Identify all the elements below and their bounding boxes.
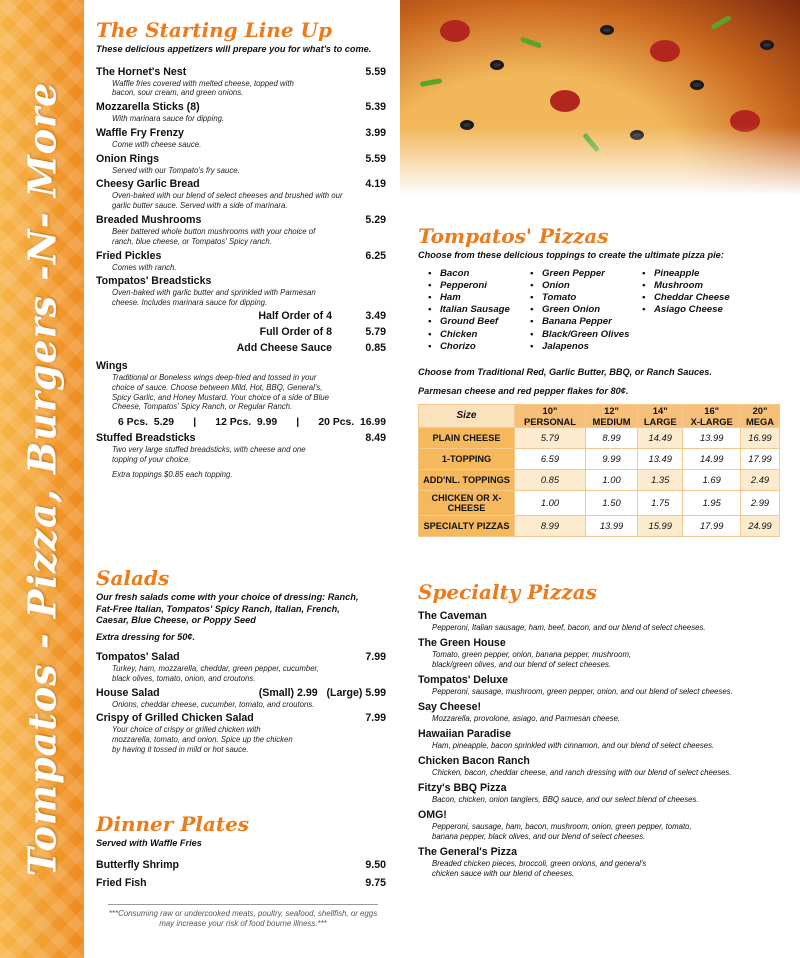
topping: • Asiago Cheese bbox=[642, 304, 772, 316]
specialty-item bbox=[418, 728, 792, 751]
sidebar-title: Tompatos - Pizza, Burgers -N- More bbox=[19, 81, 65, 877]
pizzas-subtitle: Choose from these delicious toppings to create the ultimate pizza pie: bbox=[418, 250, 724, 260]
stuffed-breadsticks-item bbox=[96, 432, 386, 479]
item-desc: With marinara sauce for dipping. bbox=[112, 114, 225, 124]
salads-subtitle: Our fresh salads come with your choice of dressing: Ranch, Fat-Free Italian, Tompatos' Spicy Ranch, Italian, French, Caesar, Blue Cheese, or Poppy Seed bbox=[96, 592, 359, 625]
toppings-column bbox=[418, 268, 530, 353]
size-inch: 10" bbox=[542, 404, 558, 416]
specialty-desc: Pepperoni, Italian sausage, ham, beef, bacon, and our blend of select cheeses. bbox=[432, 623, 706, 632]
breadsticks-option bbox=[96, 324, 386, 340]
row-label: PLAIN CHEESE bbox=[419, 427, 515, 448]
specialty-name: The Green House bbox=[418, 637, 506, 649]
extra-toppings-note: Extra toppings $0.85 each topping. bbox=[112, 469, 233, 479]
specialty-desc: Tomato, green pepper, onion, banana pepper, mushroom, black/green olives, and our blend of select cheeses. bbox=[432, 650, 632, 669]
breadsticks-option bbox=[96, 308, 386, 324]
table-cell: 9.99 bbox=[585, 448, 637, 469]
table-cell: 1.00 bbox=[515, 490, 586, 515]
topping: • Jalapenos bbox=[530, 341, 642, 353]
menu-item bbox=[96, 153, 386, 176]
item-price: 6.25 bbox=[365, 249, 386, 262]
specialty-desc: Ham, pineapple, bacon sprinkled with cinnamon, and our blend of select cheeses. bbox=[432, 741, 715, 750]
item-name: The Hornet's Nest bbox=[96, 65, 187, 78]
item-desc: Onions, cheddar cheese, cucumber, tomato, and croutons. bbox=[112, 699, 315, 709]
table-cell: 1.75 bbox=[638, 490, 683, 515]
item-name: Tompatos' Breadsticks bbox=[96, 275, 212, 288]
specialty-item bbox=[418, 637, 792, 670]
size-name: LARGE bbox=[643, 415, 677, 427]
table-cell: 13.99 bbox=[585, 515, 637, 536]
item-desc: Comes with ranch. bbox=[112, 262, 177, 272]
menu-item bbox=[96, 651, 386, 684]
size-col-header bbox=[585, 404, 637, 427]
item-name: Tompatos' Salad bbox=[96, 651, 180, 663]
menu-item bbox=[96, 66, 386, 99]
menu-item bbox=[96, 859, 386, 872]
table-row bbox=[419, 490, 780, 515]
table-cell: 1.35 bbox=[638, 469, 683, 490]
specialty-desc: Pepperoni, sausage, ham, bacon, mushroom, onion, green pepper, tomato, banana pepper, black olives, and our blend of select cheeses. bbox=[432, 822, 692, 841]
topping: • Mushroom bbox=[642, 280, 772, 292]
wings-qty: 6 Pcs. bbox=[118, 417, 149, 429]
dinner-section bbox=[96, 814, 386, 890]
specialty-item bbox=[418, 755, 792, 778]
item-price: 7.99 bbox=[365, 712, 386, 725]
item-price: 4.19 bbox=[365, 178, 386, 191]
menu-item bbox=[96, 214, 386, 247]
item-price: 7.99 bbox=[365, 651, 386, 663]
item-desc: Traditional or Boneless wings deep-fried and tossed in your choice of sauce. Choose between Mild, Hot, BBQ, General's, Spicy Garlic, and Honey Mustard. Your choice of a side of Blue Cheese, Tompatos' Spicy Ranch, or Regular Ranch. bbox=[112, 373, 329, 412]
starters-title: The Starting Line Up bbox=[96, 18, 332, 42]
specialty-desc: Breaded chicken pieces, broccoli, green onions, and general's chicken sauce with our blend of cheeses. bbox=[432, 859, 647, 878]
toppings-column bbox=[642, 268, 772, 353]
specialty-title: Specialty Pizzas bbox=[418, 580, 597, 604]
topping: • Bacon bbox=[428, 268, 530, 280]
item-price: 5.99 bbox=[365, 686, 386, 699]
wings-price: 5.29 bbox=[153, 417, 175, 429]
item-price: 9.75 bbox=[365, 876, 386, 889]
item-name: Cheesy Garlic Bread bbox=[96, 178, 200, 191]
topping: • Cheddar Cheese bbox=[642, 292, 772, 304]
item-desc: Two very large stuffed breadsticks, with cheese and one topping of your choice. bbox=[112, 445, 306, 465]
topping: • Ground Beef bbox=[428, 316, 530, 328]
item-desc: Turkey, ham, mozzarella, cheddar, green pepper, cucumber, black olives, tomato, onion, and croutons. bbox=[112, 664, 319, 683]
table-cell: 17.99 bbox=[741, 448, 780, 469]
item-price: 3.99 bbox=[365, 126, 386, 139]
item-price: 8.49 bbox=[365, 432, 386, 445]
row-label: CHICKEN OR X-CHEESE bbox=[419, 490, 515, 515]
table-cell: 13.99 bbox=[683, 427, 741, 448]
item-name: Fried Pickles bbox=[96, 249, 162, 262]
table-cell: 16.99 bbox=[741, 427, 780, 448]
topping: • Black/Green Olives bbox=[530, 329, 642, 341]
separator: | bbox=[193, 417, 197, 429]
separator: | bbox=[296, 417, 300, 429]
item-desc: Oven-baked with our blend of select cheeses and brushed with our garlic butter sauce. Served with a side of marinara. bbox=[112, 191, 343, 211]
size-inch: 16" bbox=[704, 404, 720, 416]
item-name: Breaded Mushrooms bbox=[96, 214, 202, 227]
item-name: Stuffed Breadsticks bbox=[96, 432, 196, 445]
specialty-section bbox=[418, 582, 792, 879]
item-price: 5.29 bbox=[365, 214, 386, 227]
option-label: Add Cheese Sauce bbox=[236, 342, 332, 355]
topping: • Pepperoni bbox=[428, 280, 530, 292]
topping: • Green Onion bbox=[530, 304, 642, 316]
topping: • Tomato bbox=[530, 292, 642, 304]
starters-section bbox=[96, 20, 386, 480]
topping: • Chorizo bbox=[428, 341, 530, 353]
table-cell: 2.49 bbox=[741, 469, 780, 490]
table-row bbox=[419, 515, 780, 536]
menu-item bbox=[96, 101, 386, 124]
topping: • Banana Pepper bbox=[530, 316, 642, 328]
topping: • Ham bbox=[428, 292, 530, 304]
wings-price: 16.99 bbox=[359, 417, 386, 429]
size-col-header bbox=[741, 404, 780, 427]
specialty-name: The Caveman bbox=[418, 610, 487, 622]
toppings-column bbox=[530, 268, 642, 353]
food-safety-disclaimer: ***Consuming raw or undercooked meats, poultry, seafood, shellfish, or eggs may increase your risk of food bourne illness.*** bbox=[108, 904, 378, 929]
item-price: 9.50 bbox=[365, 858, 386, 871]
item-price: 5.39 bbox=[365, 101, 386, 114]
specialty-item bbox=[418, 610, 792, 633]
table-cell: 5.79 bbox=[515, 427, 586, 448]
specialty-name: Chicken Bacon Ranch bbox=[418, 755, 530, 767]
item-name: Fried Fish bbox=[96, 876, 147, 889]
wings-item bbox=[96, 360, 386, 430]
size-name: MEDIUM bbox=[592, 415, 631, 427]
dinner-title: Dinner Plates bbox=[96, 812, 250, 836]
wings-price: 9.99 bbox=[256, 417, 278, 429]
row-label: ADD'NL. TOPPINGS bbox=[419, 469, 515, 490]
specialty-name: Say Cheese! bbox=[418, 701, 482, 713]
option-price: 0.85 bbox=[365, 342, 386, 355]
table-cell: 1.69 bbox=[683, 469, 741, 490]
option-label: Half Order of 4 bbox=[258, 310, 332, 323]
starters-subtitle: These delicious appetizers will prepare you for what's to come. bbox=[96, 44, 372, 54]
option-price: 5.79 bbox=[365, 326, 386, 339]
topping: • Italian Sausage bbox=[428, 304, 530, 316]
table-cell: 1.50 bbox=[585, 490, 637, 515]
size-name: MEGA bbox=[745, 415, 775, 427]
table-cell: 8.99 bbox=[515, 515, 586, 536]
size-label: (Large) bbox=[326, 686, 363, 699]
table-cell: 13.49 bbox=[638, 448, 683, 469]
specialty-item bbox=[418, 782, 792, 805]
size-inch: 12" bbox=[604, 404, 619, 416]
option-label: Full Order of 8 bbox=[259, 326, 332, 339]
menu-item bbox=[96, 877, 386, 890]
topping: • Pineapple bbox=[642, 268, 772, 280]
specialty-item bbox=[418, 809, 792, 842]
item-name: Butterfly Shrimp bbox=[96, 858, 179, 871]
size-name: PERSONAL bbox=[523, 415, 577, 427]
table-cell: 14.99 bbox=[683, 448, 741, 469]
size-label: (Small) bbox=[258, 686, 295, 699]
row-label: SPECIALTY PIZZAS bbox=[419, 515, 515, 536]
breadsticks-option bbox=[96, 340, 386, 356]
breadsticks-item bbox=[96, 275, 386, 356]
menu-item bbox=[96, 712, 386, 754]
item-name: Waffle Fry Frenzy bbox=[96, 126, 184, 139]
item-desc: Your choice of crispy or grilled chicken with mozzarella, tomato, and onion. Spice up the chicken by having it tossed in mild or hot sauce. bbox=[112, 725, 293, 754]
table-row bbox=[419, 469, 780, 490]
parmesan-note: Parmesan cheese and red pepper flakes for 80¢. bbox=[418, 386, 629, 397]
size-inch: 14" bbox=[652, 404, 668, 416]
salads-section bbox=[96, 568, 386, 755]
size-col-header bbox=[515, 404, 586, 427]
specialty-item bbox=[418, 674, 792, 697]
table-cell: 0.85 bbox=[515, 469, 586, 490]
wings-prices bbox=[96, 416, 386, 430]
specialty-desc: Bacon, chicken, onion tanglers, BBQ sauce, and our select blend of cheeses. bbox=[432, 795, 699, 804]
pizza-photo bbox=[400, 0, 800, 196]
toppings-list bbox=[418, 268, 792, 353]
menu-item bbox=[96, 178, 386, 211]
item-name: Wings bbox=[96, 360, 128, 373]
table-row bbox=[419, 427, 780, 448]
salads-title: Salads bbox=[96, 566, 170, 590]
size-name: X-LARGE bbox=[690, 415, 733, 427]
table-cell: 8.99 bbox=[585, 427, 637, 448]
specialty-item bbox=[418, 701, 792, 724]
menu-item bbox=[96, 687, 386, 710]
item-name: House Salad bbox=[96, 686, 160, 699]
menu-item bbox=[96, 127, 386, 150]
wings-qty: 20 Pcs. bbox=[318, 417, 355, 429]
specialty-desc: Chicken, bacon, cheddar cheese, and ranch dressing with our blend of select cheeses. bbox=[432, 768, 732, 777]
specialty-name: Tompatos' Deluxe bbox=[418, 674, 509, 686]
specialty-name: Fitzy's BBQ Pizza bbox=[418, 782, 507, 794]
item-desc: Come with cheese sauce. bbox=[112, 139, 202, 149]
specialty-name: OMG! bbox=[418, 809, 447, 821]
size-header: Size bbox=[419, 404, 515, 427]
table-cell: 15.99 bbox=[638, 515, 683, 536]
topping: • Green Pepper bbox=[530, 268, 642, 280]
item-name: Mozzarella Sticks (8) bbox=[96, 101, 200, 114]
row-label: 1-TOPPING bbox=[419, 448, 515, 469]
specialty-desc: Mozzarella, provolone, asiago, and Parmesan cheese. bbox=[432, 714, 621, 723]
topping: • Chicken bbox=[428, 329, 530, 341]
table-cell: 1.00 bbox=[585, 469, 637, 490]
wings-qty: 12 Pcs. bbox=[215, 417, 252, 429]
table-cell: 6.59 bbox=[515, 448, 586, 469]
item-name: Crispy of Grilled Chicken Salad bbox=[96, 712, 254, 725]
table-row bbox=[419, 448, 780, 469]
item-name: Onion Rings bbox=[96, 152, 159, 165]
pizza-price-table bbox=[418, 404, 780, 537]
option-price: 3.49 bbox=[365, 310, 386, 323]
specialty-item bbox=[418, 846, 792, 879]
table-cell: 17.99 bbox=[683, 515, 741, 536]
table-cell: 14.49 bbox=[638, 427, 683, 448]
item-price: 5.59 bbox=[365, 65, 386, 78]
item-desc: Beer battered whole button mushrooms with your choice of ranch, blue cheese, or Tompatos' Spicy ranch. bbox=[112, 227, 316, 246]
item-desc: Served with our Tompato's fry sauce. bbox=[112, 165, 240, 175]
pizzas-title: Tompatos' Pizzas bbox=[418, 224, 609, 248]
specialty-desc: Pepperoni, sausage, mushroom, green pepper, onion, and our blend of select cheeses. bbox=[432, 687, 733, 696]
item-price: 2.99 bbox=[297, 686, 318, 699]
salads-extra: Extra dressing for 50¢. bbox=[96, 631, 196, 642]
size-col-header bbox=[683, 404, 741, 427]
sidebar-banner bbox=[0, 0, 84, 958]
table-cell: 2.99 bbox=[741, 490, 780, 515]
sauces-note: Choose from Traditional Red, Garlic Butter, BBQ, or Ranch Sauces. bbox=[418, 366, 712, 377]
size-col-header bbox=[638, 404, 683, 427]
table-cell: 24.99 bbox=[741, 515, 780, 536]
table-cell: 1.95 bbox=[683, 490, 741, 515]
topping: • Onion bbox=[530, 280, 642, 292]
dinner-subtitle: Served with Waffle Fries bbox=[96, 838, 202, 848]
item-desc: Waffle fries covered with melted cheese, topped with bacon, sour cream, and green onions. bbox=[112, 78, 294, 98]
item-desc: Oven-baked with garlic butter and sprinkled with Parmesan cheese. Includes marinara sauce for dipping. bbox=[112, 288, 316, 308]
specialty-name: Hawaiian Paradise bbox=[418, 728, 512, 740]
specialty-name: The General's Pizza bbox=[418, 846, 518, 858]
menu-item bbox=[96, 250, 386, 273]
size-inch: 20" bbox=[752, 404, 768, 416]
item-price: 5.59 bbox=[365, 152, 386, 165]
pizzas-section bbox=[418, 226, 792, 537]
